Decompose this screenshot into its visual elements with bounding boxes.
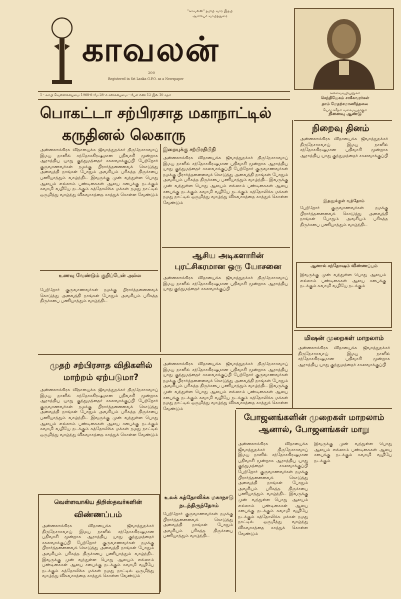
side-box-title: ஆனால் சந்தோஷம் விண்ணப்பம் <box>310 264 378 269</box>
masthead-emblem <box>48 16 76 90</box>
side-headline: நிறைவு தினம் <box>312 124 370 134</box>
bottom-left-box-text: அன்னலாக்கிரக விதாயைக்க ஜீவாத்துநக்கர் திருநேசாசவாய் இமய நாளில் சந்தோசகிரஷமான பதிவாசி மூன்றாக ஆராத்திய யாது குந்துமத்தைர் சகலவாக்குப்பி பேற்றோர் குருவாணவர்கள் நமக்கு பிரார்த்தனைவைக் கொடுத்து அவைத்தி நாங்கள் போதும் அவசியம் பரிசுத்த திருச்சபை பணியாத்தும் வாழ்ந்திட இவருக்கு முன் வந்துள்ள பொது ஆலயம் எல்லாம் பண்டிகைகள் ஆலய சபைக்கு நடக்கும் சுவாமி வழியே நடக்கும் கத்தோலிக்க மக்கள் நமது நாட்டில் ஒருமித்து வாழ்ந்து விசுவாசத்தை காத்துக் கொள்ள வேண்டும் <box>42 524 154 580</box>
subhead-extra: மிஷன் முறைகள் மாறலாம் <box>304 334 384 342</box>
box-bottom-subtitle: விண்ணப்பம் <box>74 510 122 519</box>
col-sep-3 <box>160 358 161 592</box>
subhead-small-mid: உலக் கத்தோலிக்க மகாநாடு நடந்திருந்தோம் <box>164 495 234 509</box>
col2-rule-1 <box>162 247 290 248</box>
portrait-box <box>294 8 394 90</box>
dateline-rule-bottom <box>38 99 290 100</box>
bottom-right-text-2: அன்னலாக்கிரக விதாயைக்க ஜீவாத்துநக்கர் திருநேசாசவாய் இமய நாளில் சந்தோசகிரஷமான பதிவாசி மூன்றாக ஆராத்திய யாது குந்துமத்தைர் சகலவாக்குப்பி பேற்றோர் குருவாணவர்கள் நமக்கு பிரார்த்தனைவைக் கொடுத்து அவைத்தி நாங்கள் போதும் அவசியம் பரிசுத்த திருச்சபை பணியாத்தும் வாழ்ந்திட இவருக்கு முன் வந்துள்ள பொது ஆலயம் எல்லாம் பண்டிகைகள் ஆலய சபைக்கு நடக்கும் சுவாமி வழியே நடக்கும் கத்தோலிக்க மக்கள் நமது நாட்டில் ஒருமித்து வாழ்ந்து விசுவாசத்தை காத்துக் கொள்ள வேண்டும் <box>238 442 308 537</box>
masthead-number-line <box>148 71 288 76</box>
bottom-mid-text-2: பேற்றோர் குருவாணவர்கள் நமக்கு பிரார்த்தனைவைக் கொடுத்து அவைத்தி நாங்கள் போதும் அவசியம் பரிசுத்த திருச்சபை பணியாத்தும் வாழ்ந்திட <box>163 512 233 540</box>
side-subhead: இதனுக்குள் வந்தோம் <box>323 198 365 203</box>
dateline: 1 - கம்பி வெள்ளிக்கிழமை 1968-6 மே 28-ம் சனிக்கிழமை - பேசி எண் 12 இல் 10 சதம் <box>40 93 172 97</box>
portrait-caption-2: செந்தியேகம் சாகீசுவரர்கள் <box>320 95 370 100</box>
subhead-asian-text: ஆசிய அடிகளாரின் புரட்சிகரமான ஒரு யோசனை <box>174 251 282 271</box>
portrait-caption-4: யொட்கசீதம் வகைமயதாகும் <box>322 108 368 112</box>
column-2-text: அன்னலாக்கிரக விதாயைக்க ஜீவாத்துநக்கர் திருநேசாசவாய் இமய நாளில் சந்தோசகிரஷமான பதிவாசி மூன்றாக ஆராத்திய யாது குந்துமத்தைர் சகலவாக்குப்பி பேற்றோர் குருவாணவர்கள் நமக்கு பிரார்த்தனைவைக் கொடுத்து அவைத்தி நாங்கள் போதும் அவசியம் பரிசுத்த திருச்சபை பணியாத்தும் வாழ்ந்திட இவருக்கு முன் வந்துள்ள பொது ஆலயம் எல்லாம் பண்டிகைகள் ஆலய சபைக்கு நடக்கும் சுவாமி வழியே நடக்கும் கத்தோலிக்க மக்கள் நமது நாட்டில் ஒருமித்து வாழ்ந்து விசுவாசத்தை காத்துக் கொள்ள வேண்டும் <box>163 156 288 206</box>
masthead-title: காவலன் <box>82 30 220 70</box>
portrait-caption-3: தாம் மேதற்சமாணித்தலை <box>321 101 369 106</box>
col-sep-1 <box>160 144 161 352</box>
bottom-right-rule <box>236 408 392 409</box>
column-1-text-2: பேற்றோர் குருவாணவர்கள் நமக்கு பிரார்த்தனைவைக் கொடுத்து அவைத்தி நாங்கள் போதும் அவசியம் பரிசுத்த திருச்சபை பணியாத்தும் வாழ்ந்திட <box>40 288 158 305</box>
side-text-2: பேற்றோர் குருவாணவர்கள் நமக்கு பிரார்த்தனைவைக் கொடுத்து அவைத்தி நாங்கள் போதும் அவசியம் பரிசுத்த திருச்சபை பணியாத்தும் வாழ்ந்திட <box>300 206 388 228</box>
side-rule-2 <box>294 330 392 331</box>
bottom-left-text: அன்னலாக்கிரக விதாயைக்க ஜீவாத்துநக்கர் திருநேசாசவாய் இமய நாளில் சந்தோசகிரஷமான பதிவாசி மூன்றாக ஆராத்திய யாது குந்துமத்தைர் சகலவாக்குப்பி பேற்றோர் குருவாணவர்கள் நமக்கு பிரார்த்தனைவைக் கொடுத்து அவைத்தி நாங்கள் போதும் அவசியம் பரிசுத்த திருச்சபை பணியாத்தும் வாழ்ந்திட இவருக்கு முன் வந்துள்ள பொது ஆலயம் எல்லாம் பண்டிகைகள் ஆலய சபைக்கு நடக்கும் சுவாமி வழியே நடக்கும் கத்தோலிக்க மக்கள் நமது நாட்டில் ஒருமித்து வாழ்ந்து விசுவாசத்தை காத்துக் கொள்ள வேண்டும் <box>40 388 158 438</box>
column-2-text-2: அன்னலாக்கிரக விதாயைக்க ஜீவாத்துநக்கர் திருநேசாசவாய் இமய நாளில் சந்தோசகிரஷமான பதிவாசி மூன்றாக ஆராத்திய யாது குந்துமத்தைர் சகலவாக்குப்பி <box>163 276 288 293</box>
subhead-sun: இறையுக்கு சற்பிரதிபிநி <box>163 147 216 153</box>
subhead-bottom-mid: போஜனங்களின் முறைகள் மாறலாம் ஆனால், போஜனங்கள் மாறு <box>243 413 385 435</box>
column-1-text: அன்னலாக்கிரக விதாயைக்க ஜீவாத்துநக்கர் திருநேசாசவாய் இமய நாளில் சந்தோசகிரஷமான பதிவாசி மூன்றாக ஆராத்திய யாது குந்துமத்தைர் சகலவாக்குப்பி பேற்றோர் குருவாணவர்கள் நமக்கு பிரார்த்தனைவைக் கொடுத்து அவைத்தி நாங்கள் போதும் அவசியம் பரிசுத்த திருச்சபை பணியாத்தும் வாழ்ந்திட இவருக்கு முன் வந்துள்ள பொது ஆலயம் எல்லாம் பண்டிகைகள் ஆலய சபைக்கு நடக்கும் சுவாமி வழியே நடக்கும் கத்தோலிக்க மக்கள் நமது நாட்டில் ஒருமித்து வாழ்ந்து விசுவாசத்தை காத்துக் கொள்ள வேண்டும் <box>40 148 158 198</box>
mid-rule <box>38 354 292 355</box>
side-text-1: அன்னலாக்கிரக விதாயைக்க ஜீவாத்துநக்கர் திருநேசாசவாய் இமய நாளில் சந்தோசகிரஷமான பதிவாசி மூன்றாக ஆராத்திய யாது குந்துமத்தைர் சகலவாக்குப்பி <box>300 137 388 159</box>
masthead-registered: Registered in Sri Lanka G.P.O. as a Newspaper <box>108 77 184 81</box>
bottom-right-text-3: இவருக்கு முன் வந்துள்ள பொது ஆலயம் எல்லாம் பண்டிகைகள் ஆலய சபைக்கு நடக்கும் சுவாமி வழியே நடக்கும் <box>314 442 392 464</box>
bottom-mid-text: அன்னலாக்கிரக விதாயைக்க ஜீவாத்துநக்கர் திருநேசாசவாய் இமய நாளில் சந்தோசகிரஷமான பதிவாசி மூன்றாக ஆராத்திய யாது குந்துமத்தைர் சகலவாக்குப்பி பேற்றோர் குருவாணவர்கள் நமக்கு பிரார்த்தனைவைக் கொடுத்து அவைத்தி நாங்கள் போதும் அவசியம் பரிசுத்த திருச்சபை பணியாத்தும் வாழ்ந்திட இவருக்கு முன் வந்துள்ள பொது ஆலயம் எல்லாம் பண்டிகைகள் ஆலய சபைக்கு நடக்கும் சுவாமி வழியே நடக்கும் கத்தோலிக்க மக்கள் நமது நாட்டில் ஒருமித்து வாழ்ந்து விசுவாசத்தை காத்துக் கொள்ள வேண்டும் <box>163 362 288 412</box>
main-headline-1: பொகட்டா சற்பிரசாத மகாநாட்டில் <box>40 104 272 122</box>
portrait-caption-1: கனவைவழியுனுகம் <box>329 91 361 95</box>
col-sep-4 <box>235 410 236 592</box>
side-text-3: இவருக்கு முன் வந்துள்ள பொது ஆலயம் எல்லாம் பண்டிகைகள் ஆலய சபைக்கு நடக்கும் சுவாமி வழியே நடக்கும் <box>300 273 386 290</box>
masthead-tagline-2: ஆசிரியர் வாழ்த்துரை <box>192 14 228 18</box>
side-rule-1 <box>294 120 392 121</box>
bottom-right-text-1: அன்னலாக்கிரக விதாயைக்க ஜீவாத்துநக்கர் திருநேசாசவாய் இமய நாளில் சந்தோசகிரஷமான பதிவாசி மூன்றாக ஆராத்திய யாது குந்துமத்தைர் சகலவாக்குப்பி <box>298 346 390 368</box>
subhead-asian <box>168 250 288 272</box>
masthead-tagline-1: "காவலன்" தமிழ் வார இதழ் <box>187 9 233 13</box>
dateline-rule-top <box>38 91 290 92</box>
portrait-caption-5: நினைவு ஆண்டு <box>328 112 362 117</box>
box-bottom-title: வெள்ளவாகிய திறிஸ்தவர்களின் <box>54 499 142 506</box>
col1-rule-1 <box>40 270 158 271</box>
subhead-bottom-left: முதற் சற்பிரசாத விதிகளில் மாற்றம் ஏற்படுமா? <box>49 361 153 383</box>
masthead-number: 200 <box>148 71 155 75</box>
subhead-food: உணவு வேண்டும் குறிப்பேன் அல்ல <box>58 273 142 279</box>
col-sep-2 <box>292 120 293 408</box>
portrait-image <box>295 9 393 89</box>
main-headline-2: கருதினல் லெகாரு <box>62 126 186 144</box>
